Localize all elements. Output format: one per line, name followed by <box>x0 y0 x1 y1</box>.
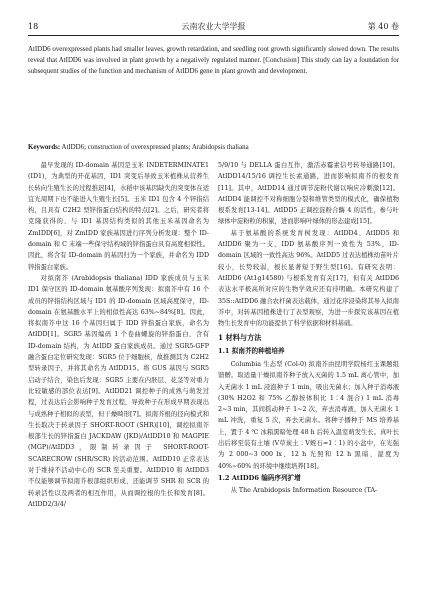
body-paragraph: 基于氨基酸的系统发育树发现：AtIDD4、AtIDD5 和 AtIDD6 聚为一支，IDD 氨基酸序列一致性为 53%，ID-domain 区域的一致性高达 96%。AtIDD5 过表达植株幼苗叶片较小，长势较弱，根长显著短于野生型[16]。有研究表明：AtIDD6 (At1g14580) 与根系发育有关[17]，但有关 AtIDD6 表达水平极高所对应的生物学效应还有待明确。本研究构建了 35S::AtIDD6 融合农杆菌表达载体，通过花序浸染将其导入拟南芥中，对转基因植株进行了表型观察，为进一步探究该基因在植物生长发育中的功能提供了科学依据和材料基础。 <box>218 229 399 328</box>
body-paragraph: 从 The Arabidopsis Information Resource (TA- <box>230 487 378 495</box>
running-header <box>28 21 399 33</box>
section-heading: 1 材料与方法 <box>218 333 262 343</box>
page-number: 18 <box>28 22 39 31</box>
volume-label: 第 40 卷 <box>367 22 399 31</box>
body-paragraph: 5/9/10 与 DELLA 蛋白互作，激活赤霉素信号转导通路[10]。AtIDD14/15/16 调控生长素通路，进而影响拟南芥的根发育[11]。其中，AtIDD14 通过调节淀粉代谢以响应冷刺激[12]。AtIDD4 能调控不对称细胞分裂和维管类型的模式化，确保植物根系发育[13-14]。AtIDD5 正调控淀粉合酶 4 的活性，参与叶绿体中淀粉粒的积累，进而影响叶绿体的形态建成[15]。 <box>218 162 399 226</box>
keywords-text: AtIDD6; construction of overexpressed plants; Arabidopsis thaliana <box>60 144 249 151</box>
right-column <box>218 160 399 497</box>
keywords-label: Keywords: <box>28 144 61 151</box>
journal-name: 云南农业大学学报 <box>181 22 246 31</box>
left-column <box>28 160 209 510</box>
keywords-line <box>28 142 399 153</box>
body-paragraph: 对拟南芥 (Arabidopsis thaliana) IDD 家族成员与玉米 ID1 保守区的 ID-domain 氨基酸序列发现：拟南芥中有 16 个成员的锌指结构区域与 ID1 的 ID-domain 区域高度保守，ID-domain 在氨基酸水平上的相似性高达 63%~84%[8]。因此，将拟南芥中这 16 个基因归属于 IDD 锌指蛋白家族，命名为 AtIDD[1]。SGR5 基因编码 1 个卷曲螺旋的锌指蛋白，含有 ID-domain 结构，为 AtIDD 蛋白家族成员。通过 SGR5-GFP 融合蛋白定位研究发现：SGR5 位于细胞核，故推测其为 C2H2 型转录因子，并将其命名为 AtIDD15。将 GUS 基因与 SGR5 启动子结合，染色后发现：SGR5 主要在内胚层、花茎等对重力比较敏感的部位表达[9]。AtIDD21 调控种子的成熟与萌发过程，过表达后会影响种子发育过程，导致种子在形成早期表现出与成熟种子相似的表型，但干燥畸形[7]。拟南芥根的径向模式和生长取决于转录因子 SHORT-ROOT (SHR)[10]，调控拟南芥根部生长的锌指蛋白 JACKDAW (JKD)/AtIDD10 和 MAGPIE (MGP)/AtIDD3，限制转录因子 SHORT-ROOT-SCARECROW (SHR/SCR) 的活动范围。AtIDD10 正常表达对于维持不活动中心的 SCR 至关重要。AtIDD10 和 AtIDD3 不仅能够调节拟南芥根部组织形成，还能调节 SHR 和 SCR 的转录活性以及两者的相互作用，从而调控根的生长和发育[8]。AtIDD2/3/4/ <box>28 274 209 508</box>
abstract-paragraph: AtIDD6 overexpressed plants had smaller leaves, growth retardation, and seedling root growth significantly slowed down. The results reveal that AtIDD6 was involved in plant growth by a negatively regulated manner. [Conclusion] This study can lay a foundation for subsequent studies of the function and mechanism of AtIDD6 gene in plant growth and development. <box>28 46 399 75</box>
body-paragraph: 最早发现的 ID-domain 基因是玉米 INDETERMINATE1 (ID1)，为典型的开花基因，ID1 突变后导致玉米植株从营养生长转向生殖生长的过程推迟[4]，水稻中该基因缺失的突变体在适宜光周期下也不能进入生殖生长[5]。玉米 ID1 包含 4 个锌指结构，且具有 C2H2 型锌指蛋白结构的特点[2]。之后，研究者将克隆获得的、与 ID1 基因结构类似的其他玉米基因命名为 ZmIDD[6]，对 ZmIDD 家族基因进行序列分析发现：整个 ID-domain 和 C 末端一些保守结构域的锌指蛋白具有高度相似性。因此，将含有 ID-domain 的基因归为一个家族，并命名为 IDD 锌指蛋白家族。 <box>28 162 209 271</box>
subsection-heading: 1.1 拟南芥的种植培养 <box>218 347 285 356</box>
subsection-heading: 1.2 AtIDD6 编码序列扩增 <box>218 473 301 482</box>
english-abstract <box>28 44 399 77</box>
body-paragraph: Columbia 生态型 (Col-0) 拟南芥由昆明学院杨红玉课题组馈赠。取适量干燥拟南芥种子放入灭菌的 1.5 mL 离心管中，加入无菌水 1 mL 浸泡种子 1 min，吸出无菌水；加入种子消毒液 (30% H2O2 和 75% 乙醇按体积比 1∶4 混合) 1 mL 消毒 2~3 min，其间摇动种子 1~2 次，弃去消毒液，加入无菌水 1 mL 冲洗，重复 5 次，弃去无菌水。将种子播种于 MS 培养基上，置于 4 ℃ 冰箱黑暗处理 48 h 后转入温室萌发生长。真叶长出后移至装有土壤 (V草炭土∶V蛭石=1∶1) 的小盆中，在光强为 2 000~3 000 lx、12 h 光照和 12 h 黑暗、湿度为 40%~60% 的环境中继续培养[18]。 <box>218 360 399 470</box>
header-rule <box>28 35 399 36</box>
